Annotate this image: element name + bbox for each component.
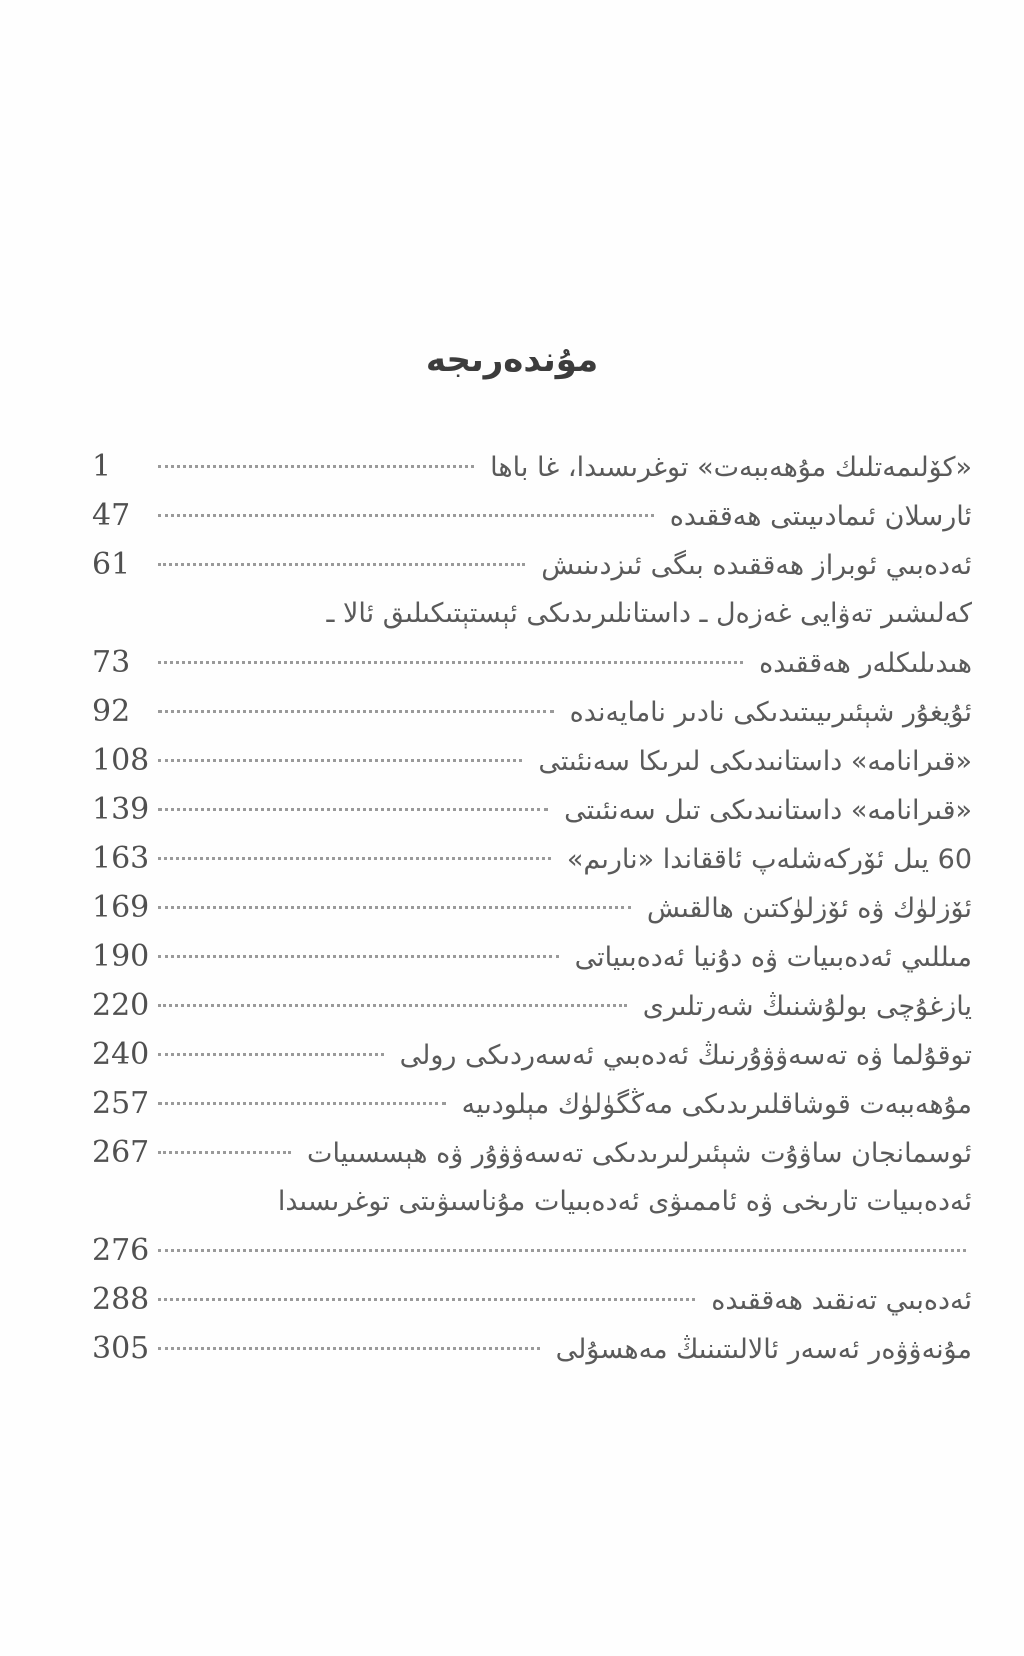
- dot-leader: [158, 759, 522, 762]
- dot-leader: [158, 661, 743, 664]
- table-of-contents: [92, 442, 972, 1373]
- toc-entry-title: «قىرانامە» داستانىدىكى تىل سەنئىتى: [564, 795, 972, 826]
- toc-entry: [92, 442, 972, 491]
- toc-entry: [92, 491, 972, 540]
- page-title: مۇندەرىجە: [425, 340, 599, 380]
- toc-entry: [92, 932, 972, 981]
- dot-leader: [158, 1298, 695, 1301]
- toc-entry: [92, 589, 972, 638]
- toc-entry: [92, 1030, 972, 1079]
- toc-page-number: 1: [92, 449, 112, 484]
- dot-leader: [158, 1347, 540, 1350]
- toc-entry-title: ئەدەبىي ئوبراز ھەققىدە بىگى ئىزدىنىش: [541, 550, 972, 581]
- toc-entry-title: كەلىشىر تەۋايى غەزەل ـ داستانلىرىدىكى ئېستېتىكىلىق ئالا ـ: [326, 598, 972, 629]
- toc-page-number: 257: [92, 1086, 150, 1121]
- dot-leader: [158, 514, 654, 517]
- toc-page-number: 108: [92, 743, 150, 778]
- dot-leader: [158, 1249, 966, 1252]
- toc-entry: [92, 1177, 972, 1226]
- dot-leader: [158, 955, 559, 958]
- dot-leader: [158, 563, 525, 566]
- toc-entry-title: «كۆلىمەتلىك مۇھەببەت» توغرىسىدا، غا باھا: [490, 452, 972, 483]
- dot-leader: [158, 710, 554, 713]
- toc-entry-title: مۇھەببەت قوشاقلىرىدىكى مەڭگۈلۈك مېلودىيە: [461, 1089, 972, 1120]
- toc-entry-title: ئۇيغۇر شېئىرىيىتىدىكى نادىر نامايەندە: [569, 697, 972, 728]
- toc-entry: [92, 1226, 972, 1275]
- toc-entry-title: ئەدەبىيات تارىخى ۋە ئاممىۋى ئەدەبىيات مۇناسىۋىتى توغرىسىدا: [277, 1186, 972, 1217]
- toc-entry: [92, 1324, 972, 1373]
- toc-entry-title: مىللىي ئەدەبىيات ۋە دۇنيا ئەدەبىياتى: [574, 942, 972, 973]
- toc-entry: [92, 1128, 972, 1177]
- toc-page-number: 139: [92, 792, 150, 827]
- toc-entry: [92, 785, 972, 834]
- toc-entry-title: ھىدىلىكلەر ھەققىدە: [759, 648, 972, 679]
- toc-page-number: 220: [92, 988, 150, 1023]
- toc-entry-title: يازغۇچى بولۇشنىڭ شەرتلىرى: [642, 991, 972, 1022]
- toc-page-number: 73: [92, 645, 131, 680]
- toc-entry: [92, 883, 972, 932]
- toc-entry: [92, 638, 972, 687]
- toc-entry-title: توقۇلما ۋە تەسەۋۋۇرنىڭ ئەدەبىي ئەسەردىكى رولى: [399, 1040, 972, 1071]
- toc-page-number: 169: [92, 890, 150, 925]
- toc-entry: [92, 687, 972, 736]
- toc-page-number: 92: [92, 694, 131, 729]
- dot-leader: [158, 857, 551, 860]
- toc-page-number: 190: [92, 939, 150, 974]
- toc-entry: [92, 834, 972, 883]
- toc-entry: [92, 540, 972, 589]
- toc-entry-title: ئارسلان ئىمادىيىتى ھەققىدە: [669, 501, 972, 532]
- toc-page-number: 47: [92, 498, 131, 533]
- toc-page-number: 163: [92, 841, 150, 876]
- dot-leader: [158, 465, 474, 468]
- dot-leader: [158, 906, 631, 909]
- toc-page-number: 61: [92, 547, 131, 582]
- toc-entry-title: ئەدەبىي تەنقىد ھەققىدە: [711, 1285, 972, 1316]
- toc-page-number: 240: [92, 1037, 150, 1072]
- toc-entry: [92, 981, 972, 1030]
- toc-page-number: 305: [92, 1331, 150, 1366]
- dot-leader: [158, 1053, 384, 1056]
- dot-leader: [158, 808, 548, 811]
- dot-leader: [158, 1102, 446, 1105]
- dot-leader: [158, 1004, 627, 1007]
- toc-entry: [92, 736, 972, 785]
- dot-leader: [158, 1151, 291, 1154]
- toc-page-number: 267: [92, 1135, 150, 1170]
- toc-entry-title: 60 يىل ئۆركەشلەپ ئاققاندا «نارىم»: [566, 844, 972, 875]
- toc-entry-title: ئوسمانجان ساۋۇت شېئىرلىرىدىكى تەسەۋۋۇر ۋە ھېسسىيات: [307, 1138, 972, 1169]
- toc-entry-title: مۇنەۋۋەر ئەسەر ئالالىتىنىڭ مەھسۇلى: [555, 1334, 972, 1365]
- toc-entry-title: «قىرانامە» داستانىدىكى لىرىكا سەنئىتى: [538, 746, 972, 777]
- toc-entry-title: ئۆزلۈك ۋە ئۆزلۈكتىن ھالقىش: [646, 893, 972, 924]
- toc-page-number: 288: [92, 1282, 150, 1317]
- toc-entry: [92, 1079, 972, 1128]
- toc-entry: [92, 1275, 972, 1324]
- toc-page-number: 276: [92, 1233, 150, 1268]
